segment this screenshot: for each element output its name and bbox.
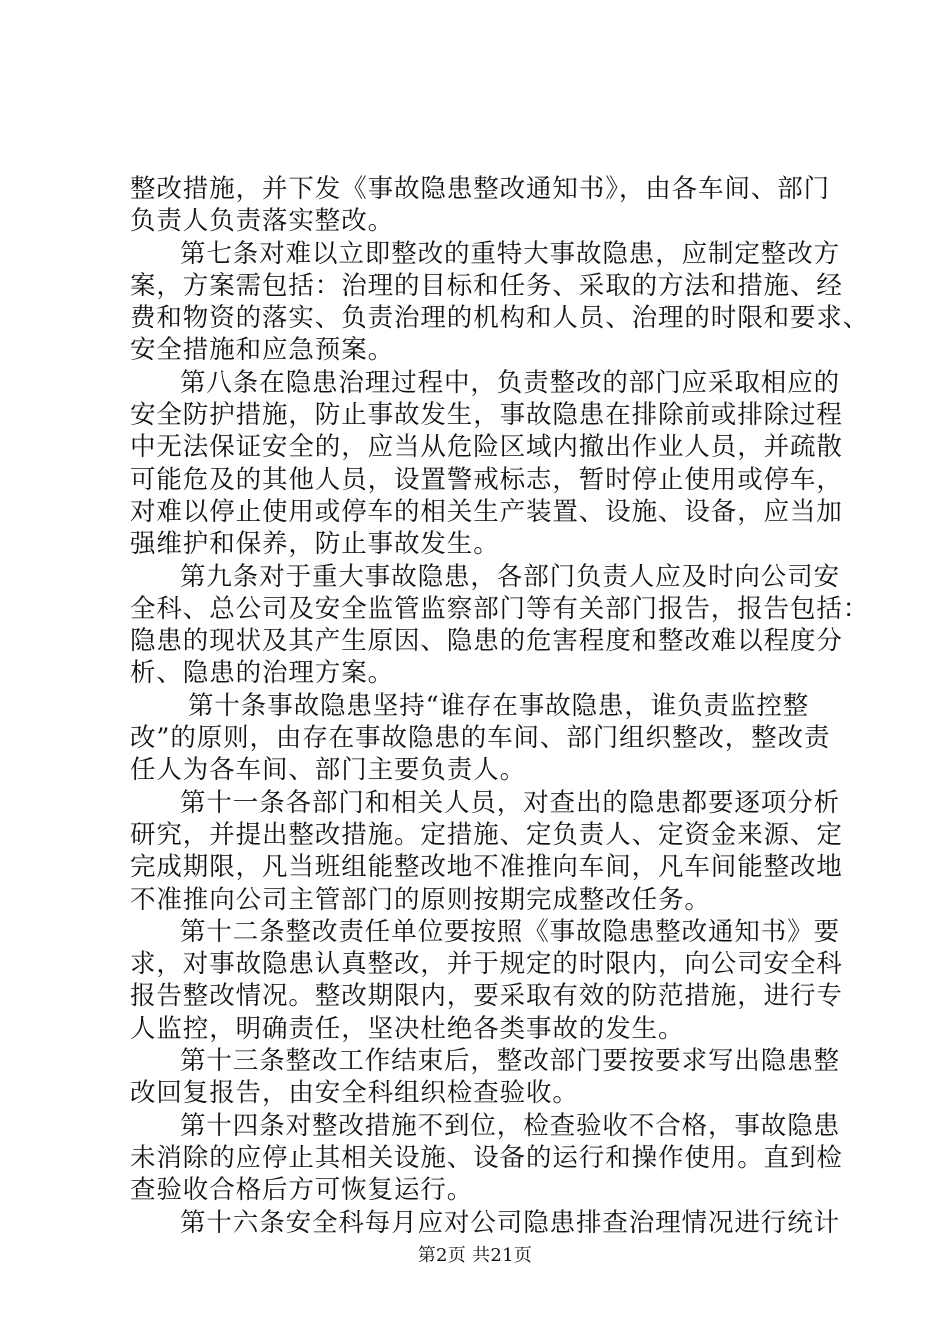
- text-line: 不准推向公司主管部门的原则按期完成整改任务。: [130, 884, 711, 915]
- text-line: 析、隐患的治理方案。: [130, 658, 395, 689]
- article-7-start: 第七条对难以立即整改的重特大事故隐患，应制定整改方: [180, 238, 841, 269]
- document-body: [130, 173, 870, 1239]
- text-line: 改回复报告，由安全科组织检查验收。: [130, 1078, 579, 1109]
- text-line: 报告整改情况。整改期限内，要采取有效的防范措施，进行专: [130, 981, 843, 1012]
- text-line: 强维护和保养，防止事故发生。: [130, 529, 500, 560]
- article-8-start: 第八条在隐患治理过程中，负责整改的部门应采取相应的: [180, 367, 841, 398]
- page-number-footer: 第2页 共21页: [417, 1245, 533, 1266]
- text-line: 中无法保证安全的，应当从危险区域内撤出作业人员，并疏散: [130, 432, 843, 463]
- article-12-start: 第十二条整改责任单位要按照《事故隐患整改通知书》要: [180, 916, 841, 947]
- text-line: 费和物资的落实、负责治理的机构和人员、治理的时限和要求、: [130, 303, 870, 334]
- article-10-start: 第十条事故隐患坚持“谁存在事故隐患，谁负责监控整: [188, 690, 810, 721]
- text-line: 全科、总公司及安全监管监察部门等有关部门报告，报告包括：: [130, 593, 870, 624]
- text-line: 整改措施，并下发《事故隐患整改通知书》，由各车间、部门: [130, 174, 831, 204]
- text-line: 安全措施和应急预案。: [130, 335, 395, 366]
- article-9-start: 第九条对于重大事故隐患，各部门负责人应及时向公司安: [180, 561, 841, 592]
- text-line: 对难以停止使用或停车的相关生产装置、设施、设备，应当加: [130, 496, 843, 527]
- text-line: 研究，并提出整改措施。定措施、定负责人、定资金来源、定: [130, 819, 843, 850]
- text-line: 求，对事故隐患认真整改，并于规定的时限内，向公司安全科: [130, 949, 843, 980]
- article-13-start: 第十三条整改工作结束后，整改部门要按要求写出隐患整: [180, 1046, 841, 1077]
- text-line: 未消除的应停止其相关设施、设备的运行和操作使用。直到检: [130, 1142, 843, 1173]
- text-line: 隐患的现状及其产生原因、隐患的危害程度和整改难以程度分: [130, 626, 843, 657]
- text-line: 人监控，明确责任，坚决杜绝各类事故的发生。: [130, 1013, 685, 1044]
- article-14-start: 第十四条对整改措施不到位，检查验收不合格，事故隐患: [180, 1110, 841, 1141]
- article-11-start: 第十一条各部门和相关人员，对查出的隐患都要逐项分析: [180, 787, 841, 818]
- article-16-start: 第十六条安全科每月应对公司隐患排查治理情况进行统计: [180, 1207, 841, 1238]
- text-line: 任人为各车间、部门主要负责人。: [130, 755, 527, 786]
- text-line: 负责人负责落实整改。: [130, 206, 395, 237]
- text-line: 完成期限，凡当班组能整改地不准推向车间，凡车间能整改地: [130, 852, 843, 883]
- text-line: 安全防护措施，防止事故发生，事故隐患在排除前或排除过程: [130, 400, 843, 431]
- text-line: 查验收合格后方可恢复运行。: [130, 1175, 474, 1206]
- text-line: 案，方案需包括：治理的目标和任务、采取的方法和措施、经: [130, 270, 843, 301]
- text-line: 可能危及的其他人员，设置警戒标志，暂时停止使用或停车，: [130, 464, 843, 495]
- text-line: 改”的原则，由存在事故隐患的车间、部门组织整改，整改责: [130, 723, 831, 754]
